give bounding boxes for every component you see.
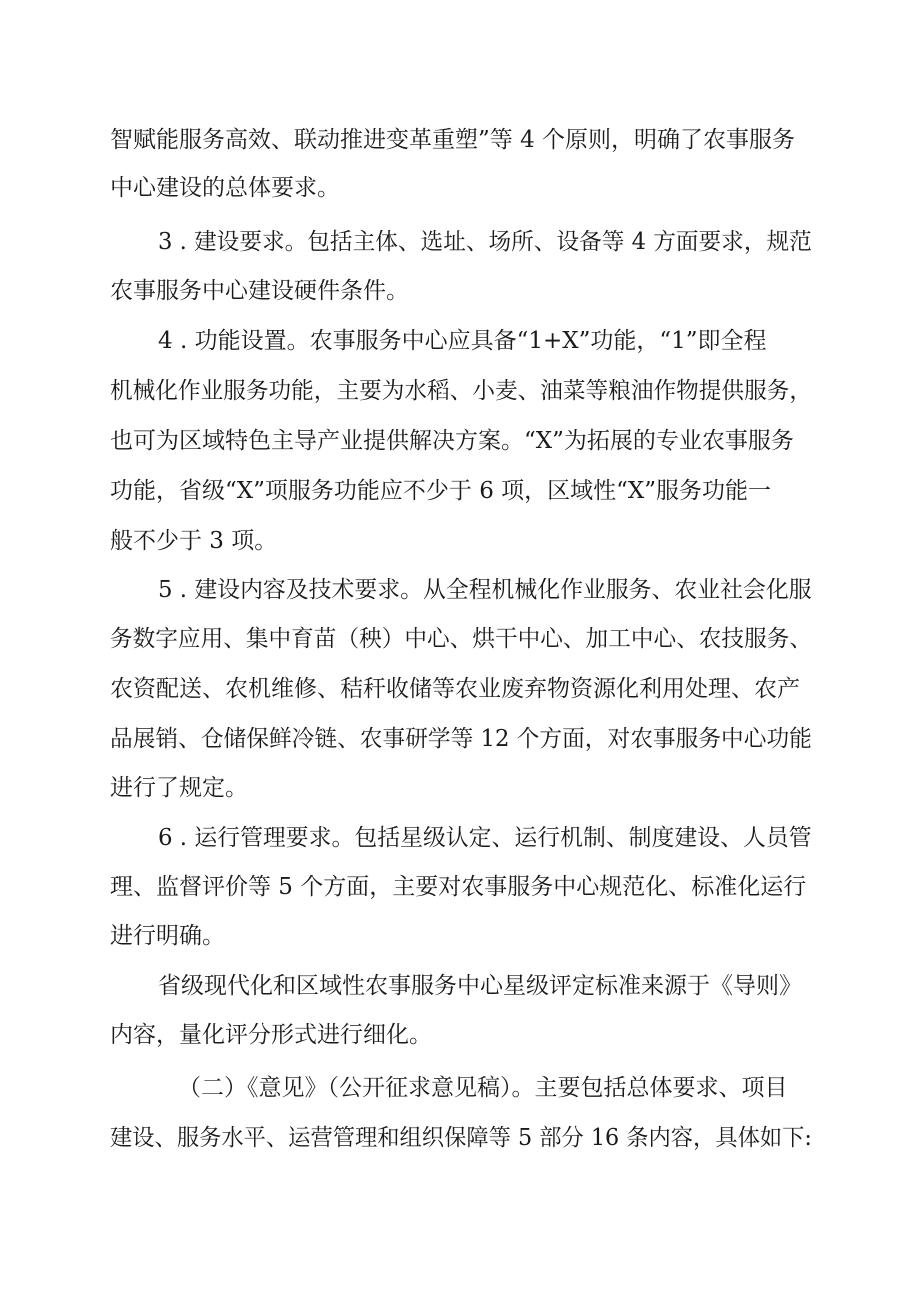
text-line: 内容，量化评分形式进行细化。 xyxy=(110,1022,432,1048)
text-line: 中心建设的总体要求。 xyxy=(110,175,340,201)
text-line: 机械化作业服务功能，主要为水稻、小麦、油菜等粮油作物提供服务， xyxy=(110,378,813,404)
text-line: 品展销、仓储保鲜冷链、农事研学等 12 个方面，对农事服务中心功能 xyxy=(110,726,812,752)
text-line: 进行了规定。 xyxy=(110,775,248,801)
text-line: 理、监督评价等 5 个方面，主要对农事服务中心规范化、标准化运行 xyxy=(110,874,807,900)
text-line: 农事服务中心建设硬件条件。 xyxy=(110,278,409,304)
text-line: 建设、服务水平、运营管理和组织保障等 5 部分 16 条内容，具体如下: xyxy=(110,1125,812,1151)
text-line: 省级现代化和区域性农事服务中心星级评定标准来源于《导则》 xyxy=(158,973,802,999)
text-line: 5 . 建设内容及技术要求。从全程机械化作业服务、农业社会化服 xyxy=(158,577,812,603)
text-line: 4 . 功能设置。农事服务中心应具备“1+X”功能，“1”即全程 xyxy=(158,328,767,354)
text-line: 功能，省级“X”项服务功能应不少于 6 项，区域性“X”服务功能一 xyxy=(110,478,772,504)
text-line: 般不少于 3 项。 xyxy=(110,528,278,554)
text-line: 智赋能服务高效、联动推进变革重塑”等 4 个原则，明确了农事服务 xyxy=(110,127,796,153)
text-line: 进行明确。 xyxy=(110,923,225,949)
text-line: 3 . 建设要求。包括主体、选址、场所、设备等 4 方面要求，规范 xyxy=(158,229,812,255)
text-line: 农资配送、农机维修、秸秆收储等农业废弃物资源化利用处理、农产 xyxy=(110,676,800,702)
text-line: 也可为区域特色主导产业提供解决方案。“X”为拓展的专业农事服务 xyxy=(110,428,794,454)
text-line: 6 . 运行管理要求。包括星级认定、运行机制、制度建设、人员管 xyxy=(158,825,812,851)
text-line: （二）《意见》（公开征求意见稿）。主要包括总体要求、项目 xyxy=(178,1075,788,1101)
text-line: 务数字应用、集中育苗（秧）中心、烘干中心、加工中心、农技服务、 xyxy=(110,626,813,652)
